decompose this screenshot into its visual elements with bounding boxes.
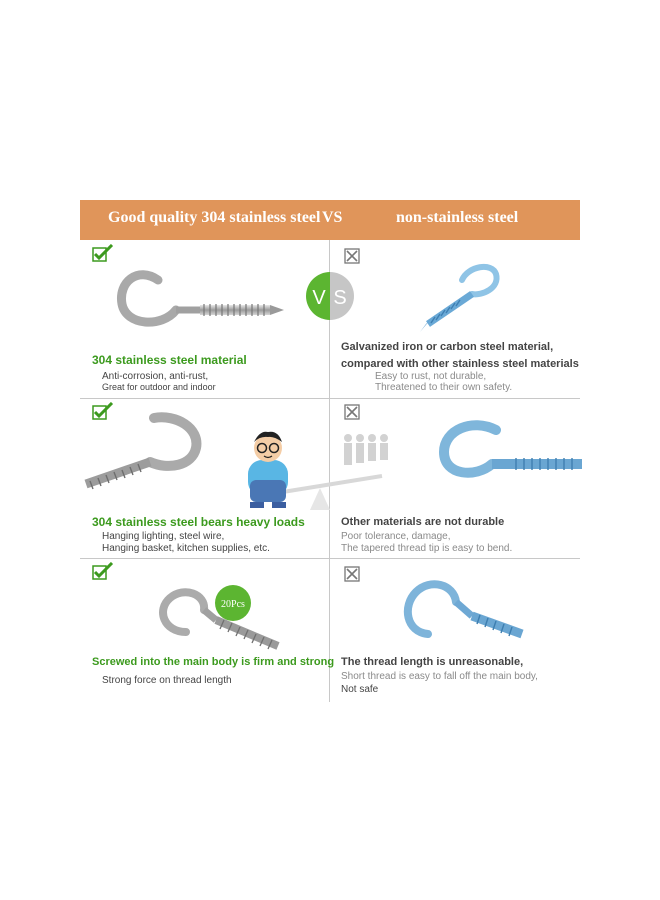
- stainless-screw-hook-image: [150, 588, 290, 654]
- galvanized-screw-hook-image: [400, 580, 530, 650]
- header-left-text: Good quality 304 stainless steel: [108, 209, 321, 226]
- header-vs-text: VS: [322, 209, 343, 226]
- vs-badge-v: V: [312, 287, 326, 309]
- row1-bad-title-2: compared with other stainless steel materials: [341, 358, 579, 370]
- row2-good-line-1: Hanging lighting, steel wire,: [102, 531, 225, 542]
- heavy-load-illustration: [238, 430, 398, 516]
- stainless-eye-hook-image: [110, 262, 290, 342]
- row1-good-line-1: Anti-corrosion, anti-rust,: [102, 371, 209, 382]
- vs-badge: [304, 270, 356, 322]
- row3-good-line-1: Strong force on thread length: [102, 675, 232, 686]
- cross-box-icon: [344, 566, 360, 582]
- row1-good-line-2: Great for outdoor and indoor: [102, 382, 216, 392]
- row2-bad-title: Other materials are not durable: [341, 516, 505, 528]
- row3-bad-line-2: Not safe: [341, 684, 379, 695]
- row1-bad-line-1: Easy to rust, not durable,: [375, 371, 487, 382]
- row-divider-2: [80, 558, 580, 559]
- row3-bad-title: The thread length is unreasonable,: [341, 656, 524, 668]
- row1-good-title: 304 stainless steel material: [92, 353, 247, 367]
- row-divider-1: [80, 398, 580, 399]
- header-banner: [80, 200, 580, 240]
- quantity-badge-text: 20Pcs: [221, 599, 245, 610]
- row3-bad-line-1: Short thread is easy to fall off the main body,: [341, 671, 538, 682]
- check-icon: [92, 244, 114, 262]
- stainless-cup-hook-image: [78, 412, 208, 492]
- check-icon: [92, 562, 114, 580]
- row2-good-line-2: Hanging basket, kitchen supplies, etc.: [102, 543, 270, 554]
- cross-box-icon: [344, 404, 360, 420]
- row3-good-title: Screwed into the main body is firm and strong: [92, 656, 335, 668]
- row1-bad-line-2: Threatened to their own safety.: [375, 382, 513, 393]
- row2-good-title: 304 stainless steel bears heavy loads: [92, 515, 305, 529]
- cross-box-icon: [344, 248, 360, 264]
- galvanized-eye-hook-image: [410, 258, 510, 338]
- row2-bad-line-1: Poor tolerance, damage,: [341, 531, 451, 542]
- galvanized-cup-hook-image: [436, 420, 582, 490]
- row2-bad-line-2: The tapered thread tip is easy to bend.: [341, 543, 513, 554]
- header-right-text: non-stainless steel: [396, 209, 519, 226]
- row1-bad-title-1: Galvanized iron or carbon steel material,: [341, 341, 554, 353]
- vs-badge-s: S: [333, 287, 347, 309]
